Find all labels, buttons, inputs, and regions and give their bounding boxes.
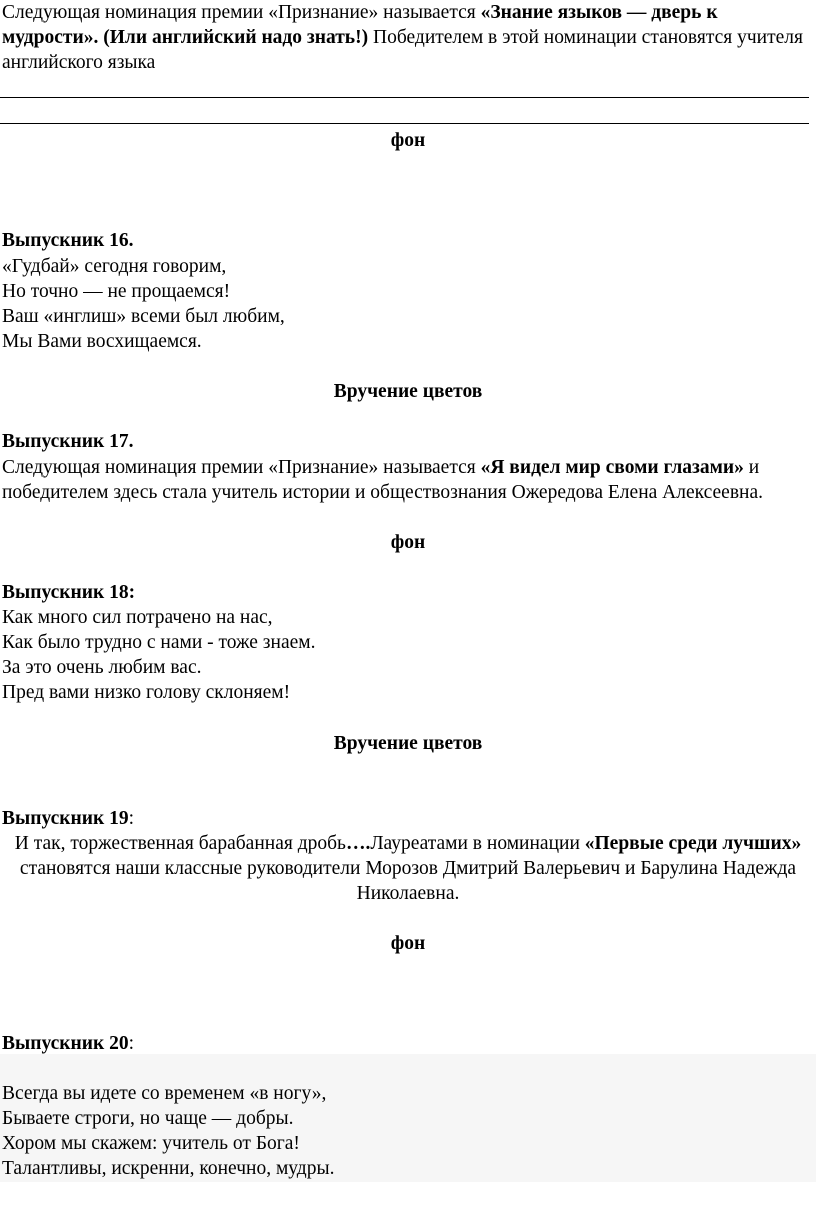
- paragraph-text: и победителем здесь стала учитель истории и обществознания Ожередова Елена Алексеевна.: [2, 457, 763, 503]
- graduate-19-heading: [2, 806, 814, 831]
- poem-line: Ваш «инглиш» всеми был любим,: [2, 306, 285, 327]
- graduate-16-heading: Выпускник 16.: [2, 230, 134, 251]
- poem-line: Пред вами низко голову склоняем!: [2, 682, 291, 703]
- heading-text: Выпускник 19: [2, 808, 129, 829]
- fon-label: фон: [390, 933, 426, 954]
- paragraph-text: И так, торжественная барабанная дробь: [14, 833, 346, 854]
- flowers-label: Вручение цветов: [333, 381, 483, 402]
- paragraph-text: Следующая номинация премии «Признание» называется: [2, 457, 481, 478]
- graduate-19-paragraph: [2, 831, 814, 906]
- poem-line: Но точно — не прощаемся!: [2, 281, 231, 302]
- poem-20: [2, 1081, 814, 1181]
- graduate-20-heading: [2, 1031, 814, 1056]
- poem-18: [2, 605, 814, 705]
- intro-text: Следующая номинация премии «Признание» называется: [2, 2, 481, 23]
- poem-line: Как было трудно с нами - тоже знаем.: [2, 632, 316, 653]
- divider-line: [0, 123, 809, 124]
- graduate-17-heading: Выпускник 17.: [2, 431, 134, 452]
- graduate-17-paragraph: [2, 455, 814, 505]
- poem-line: Всегда вы идете со временем «в ногу»,: [2, 1083, 327, 1104]
- poem-line: Как много сил потрачено на нас,: [2, 607, 273, 628]
- poem-16: [2, 254, 814, 354]
- heading-colon: :: [128, 1033, 135, 1054]
- paragraph-text: становятся наши классные руководители Морозов Дмитрий Валерьевич и Барулина Надежда Николаевна.: [19, 858, 797, 904]
- nomination-title-first: «Первые среди лучших»: [584, 833, 802, 854]
- heading-colon: :: [128, 808, 135, 829]
- paragraph-text: Лауреатами в номинации: [370, 833, 585, 854]
- poem-line: Мы Вами восхищаемся.: [2, 331, 202, 352]
- poem-line: За это очень любим вас.: [2, 657, 202, 678]
- poem-line: Бываете строги, но чаще — добры.: [2, 1108, 294, 1129]
- intro-text-end: Победителем в этой номинации становятся учителя английского языка: [2, 27, 803, 73]
- intro-paragraph: [2, 0, 814, 75]
- ellipsis: ….: [345, 833, 371, 854]
- nomination-title-languages: «Знание языков — дверь к мудрости». (Или английский надо знать!): [2, 2, 718, 48]
- poem-line: «Гудбай» сегодня говорим,: [2, 256, 227, 277]
- flowers-label: Вручение цветов: [333, 733, 483, 754]
- divider-line: [0, 97, 809, 98]
- poem-line: Хором мы скажем: учитель от Бога!: [2, 1133, 300, 1154]
- graduate-18-heading: Выпускник 18:: [2, 582, 136, 603]
- heading-text: Выпускник 20: [2, 1033, 129, 1054]
- fon-label: фон: [390, 130, 426, 151]
- fon-label: фон: [390, 532, 426, 553]
- poem-line: Талантливы, искренни, конечно, мудры.: [2, 1158, 335, 1179]
- nomination-title-world: «Я видел мир своми глазами»: [480, 457, 744, 478]
